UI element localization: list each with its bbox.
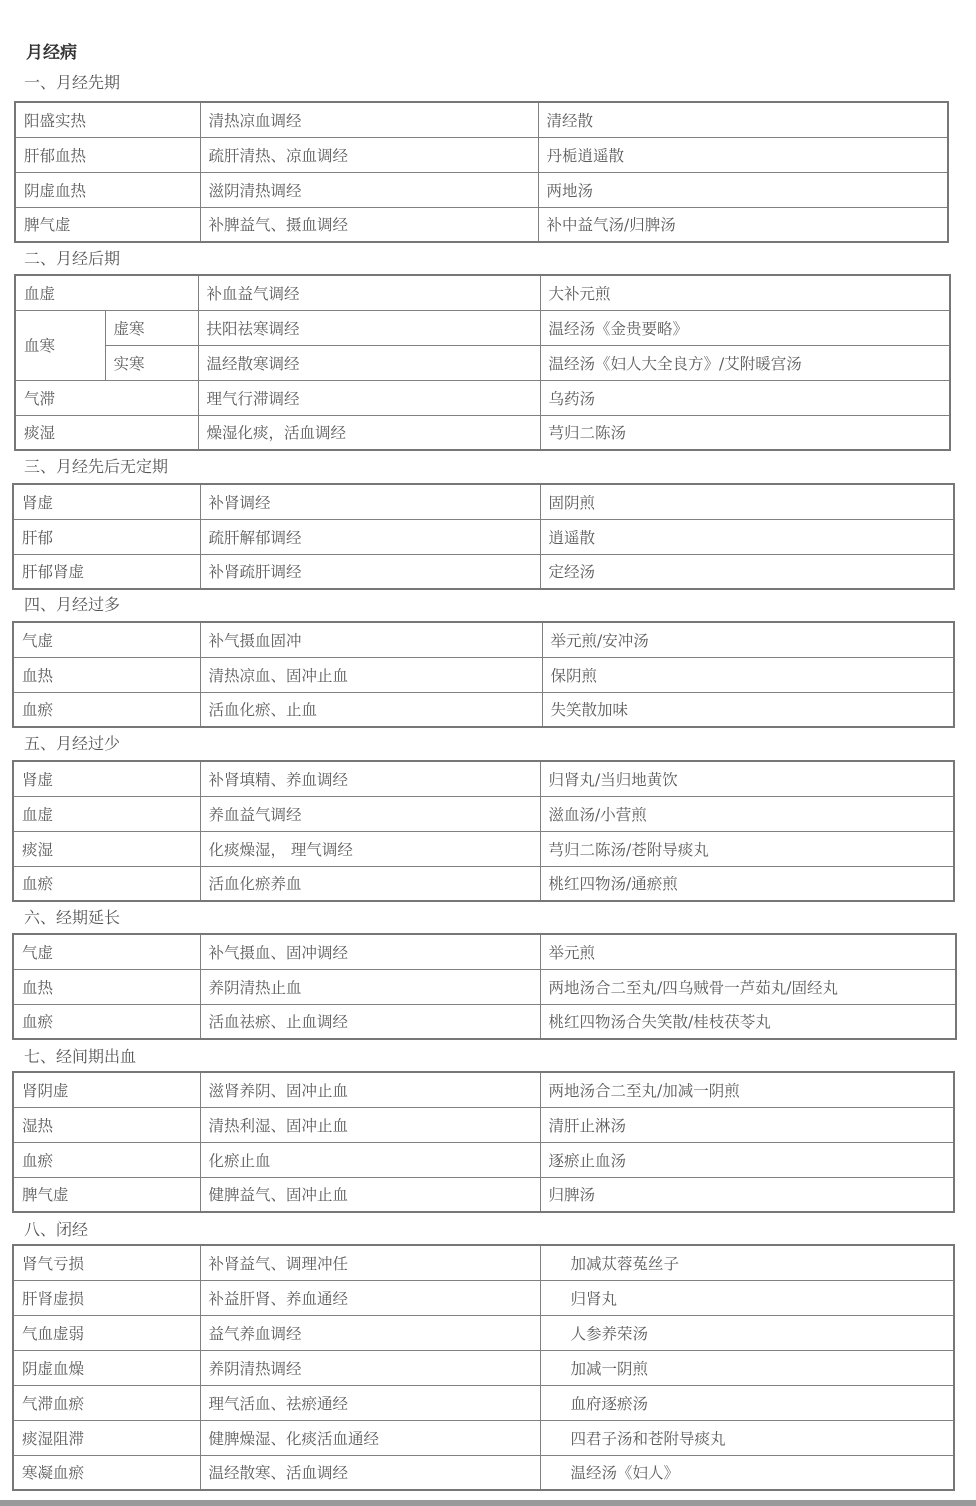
table-row	[13, 796, 954, 831]
table-row	[15, 137, 948, 172]
treatment-cell: 补脾益气、摄血调经	[200, 207, 538, 242]
syndrome-cell: 痰湿	[13, 831, 200, 866]
syndrome-cell: 肾阴虚	[13, 1072, 200, 1107]
syndrome-cell: 痰湿	[15, 415, 198, 450]
treatment-cell: 活血化瘀、止血	[200, 692, 542, 727]
treatment-cell: 理气活血、祛瘀通经	[200, 1385, 540, 1420]
table-section-6	[12, 933, 957, 1040]
formula-cell: 归肾丸/当归地黄饮	[540, 761, 954, 796]
table-row	[15, 345, 950, 380]
treatment-cell: 滋阴清热调经	[200, 172, 538, 207]
formula-cell: 失笑散加味	[542, 692, 954, 727]
table-row	[13, 554, 954, 589]
table-row	[15, 310, 950, 345]
table-row	[13, 831, 954, 866]
formula-cell: 桃红四物汤/通瘀煎	[540, 866, 954, 901]
table-section-1	[14, 101, 949, 243]
formula-cell: 举元煎/安冲汤	[542, 622, 954, 657]
table-row	[13, 1420, 954, 1455]
formula-cell: 两地汤合二至丸/四乌贼骨一芦茹丸/固经丸	[540, 969, 956, 1004]
subtype-cell: 虚寒	[105, 310, 198, 345]
section-heading-4: 四、月经过多	[24, 595, 121, 614]
syndrome-cell: 血热	[13, 657, 200, 692]
section-heading-5: 五、月经过少	[24, 734, 121, 753]
table-row	[13, 692, 954, 727]
treatment-cell: 健脾燥湿、化痰活血通经	[200, 1420, 540, 1455]
table-row	[13, 1107, 954, 1142]
formula-cell: 举元煎	[540, 934, 956, 969]
table-row	[13, 761, 954, 796]
treatment-cell: 疏肝解郁调经	[200, 519, 540, 554]
syndrome-cell: 气滞	[15, 380, 198, 415]
table-row	[15, 415, 950, 450]
table-row	[13, 622, 954, 657]
table-row	[13, 1350, 954, 1385]
formula-cell: 乌药汤	[540, 380, 950, 415]
table-row	[13, 1177, 954, 1212]
table-row	[13, 1004, 956, 1039]
treatment-cell: 理气行滞调经	[198, 380, 540, 415]
treatment-cell: 益气养血调经	[200, 1315, 540, 1350]
treatment-cell: 温经散寒调经	[198, 345, 540, 380]
subtype-cell: 实寒	[105, 345, 198, 380]
treatment-cell: 疏肝清热、凉血调经	[200, 137, 538, 172]
treatment-cell: 补肾填精、养血调经	[200, 761, 540, 796]
section-heading-6: 六、经期延长	[24, 908, 121, 927]
section-heading-3: 三、月经先后无定期	[24, 457, 169, 476]
section-heading-1: 一、月经先期	[24, 73, 121, 92]
treatment-cell: 养阴清热调经	[200, 1350, 540, 1385]
syndrome-cell: 寒凝血瘀	[13, 1455, 200, 1490]
formula-cell: 血府逐瘀汤	[540, 1385, 954, 1420]
treatment-cell: 清热凉血调经	[200, 102, 538, 137]
syndrome-cell: 气血虚弱	[13, 1315, 200, 1350]
treatment-cell: 补肾疏肝调经	[200, 554, 540, 589]
table-row	[15, 275, 950, 310]
formula-cell: 温经汤《妇人大全良方》/艾附暖宫汤	[540, 345, 950, 380]
formula-cell: 补中益气汤/归脾汤	[538, 207, 948, 242]
table-row	[13, 1245, 954, 1280]
treatment-cell: 养血益气调经	[200, 796, 540, 831]
formula-cell: 归脾汤	[540, 1177, 954, 1212]
table-section-5	[12, 760, 955, 902]
table-row	[13, 519, 954, 554]
table-row	[15, 172, 948, 207]
formula-cell: 滋血汤/小营煎	[540, 796, 954, 831]
treatment-cell: 活血祛瘀、止血调经	[200, 1004, 540, 1039]
document-title: 月经病	[26, 43, 77, 63]
formula-cell: 清肝止淋汤	[540, 1107, 954, 1142]
formula-cell: 丹栀逍遥散	[538, 137, 948, 172]
table-row	[15, 207, 948, 242]
table-row	[13, 934, 956, 969]
table-row	[15, 380, 950, 415]
treatment-cell: 扶阳祛寒调经	[198, 310, 540, 345]
treatment-cell: 清热凉血、固冲止血	[200, 657, 542, 692]
treatment-cell: 补益肝肾、养血通经	[200, 1280, 540, 1315]
section-heading-8: 八、闭经	[24, 1220, 89, 1239]
syndrome-cell: 气虚	[13, 622, 200, 657]
syndrome-cell: 气虚	[13, 934, 200, 969]
formula-cell: 温经汤《妇人》	[540, 1455, 954, 1490]
syndrome-cell: 血瘀	[13, 866, 200, 901]
syndrome-cell: 肾气亏损	[13, 1245, 200, 1280]
syndrome-cell: 血寒	[15, 310, 105, 380]
treatment-cell: 补气摄血、固冲调经	[200, 934, 540, 969]
syndrome-cell: 阴虚血燥	[13, 1350, 200, 1385]
formula-cell: 芎归二陈汤	[540, 415, 950, 450]
formula-cell: 芎归二陈汤/苍附导痰丸	[540, 831, 954, 866]
page-bottom-edge	[0, 1500, 976, 1506]
treatment-cell: 补肾调经	[200, 484, 540, 519]
treatment-cell: 健脾益气、固冲止血	[200, 1177, 540, 1212]
syndrome-cell: 肝郁肾虚	[13, 554, 200, 589]
treatment-cell: 清热利湿、固冲止血	[200, 1107, 540, 1142]
treatment-cell: 补肾益气、调理冲任	[200, 1245, 540, 1280]
formula-cell: 加减一阴煎	[540, 1350, 954, 1385]
treatment-cell: 活血化瘀养血	[200, 866, 540, 901]
table-row	[13, 1455, 954, 1490]
syndrome-cell: 血瘀	[13, 1142, 200, 1177]
syndrome-cell: 阳盛实热	[15, 102, 200, 137]
formula-cell: 大补元煎	[540, 275, 950, 310]
treatment-cell: 燥湿化痰，活血调经	[198, 415, 540, 450]
syndrome-cell: 阴虚血热	[15, 172, 200, 207]
treatment-cell: 补气摄血固冲	[200, 622, 542, 657]
treatment-cell: 补血益气调经	[198, 275, 540, 310]
formula-cell: 逐瘀止血汤	[540, 1142, 954, 1177]
formula-cell: 固阴煎	[540, 484, 954, 519]
syndrome-cell: 脾气虚	[15, 207, 200, 242]
treatment-cell: 温经散寒、活血调经	[200, 1455, 540, 1490]
formula-cell: 清经散	[538, 102, 948, 137]
formula-cell: 人参养荣汤	[540, 1315, 954, 1350]
syndrome-cell: 肾虚	[13, 761, 200, 796]
table-row	[15, 102, 948, 137]
table-row	[13, 1142, 954, 1177]
table-row	[13, 1072, 954, 1107]
formula-cell: 归肾丸	[540, 1280, 954, 1315]
syndrome-cell: 血虚	[15, 275, 198, 310]
table-section-4	[12, 621, 955, 728]
syndrome-cell: 血瘀	[13, 1004, 200, 1039]
table-row	[13, 1385, 954, 1420]
syndrome-cell: 血瘀	[13, 692, 200, 727]
treatment-cell: 滋肾养阴、固冲止血	[200, 1072, 540, 1107]
formula-cell: 两地汤合二至丸/加减一阴煎	[540, 1072, 954, 1107]
formula-cell: 保阴煎	[542, 657, 954, 692]
formula-cell: 加减苁蓉菟丝子	[540, 1245, 954, 1280]
syndrome-cell: 脾气虚	[13, 1177, 200, 1212]
syndrome-cell: 肾虚	[13, 484, 200, 519]
table-section-7	[12, 1071, 955, 1213]
section-heading-7: 七、经间期出血	[24, 1047, 137, 1066]
syndrome-cell: 血热	[13, 969, 200, 1004]
table-section-2	[14, 274, 951, 451]
formula-cell: 两地汤	[538, 172, 948, 207]
formula-cell: 四君子汤和苍附导痰丸	[540, 1420, 954, 1455]
table-section-3	[12, 483, 955, 590]
table-row	[13, 657, 954, 692]
table-section-8	[12, 1244, 955, 1491]
treatment-cell: 养阴清热止血	[200, 969, 540, 1004]
table-row	[13, 1315, 954, 1350]
table-row	[13, 484, 954, 519]
treatment-cell: 化瘀止血	[200, 1142, 540, 1177]
table-row	[13, 969, 956, 1004]
formula-cell: 定经汤	[540, 554, 954, 589]
syndrome-cell: 气滞血瘀	[13, 1385, 200, 1420]
syndrome-cell: 血虚	[13, 796, 200, 831]
formula-cell: 桃红四物汤合失笑散/桂枝茯苓丸	[540, 1004, 956, 1039]
section-heading-2: 二、月经后期	[24, 249, 121, 268]
table-row	[13, 1280, 954, 1315]
treatment-cell: 化痰燥湿， 理气调经	[200, 831, 540, 866]
syndrome-cell: 湿热	[13, 1107, 200, 1142]
table-row	[13, 866, 954, 901]
syndrome-cell: 痰湿阻滞	[13, 1420, 200, 1455]
syndrome-cell: 肝郁血热	[15, 137, 200, 172]
formula-cell: 逍遥散	[540, 519, 954, 554]
formula-cell: 温经汤《金贵要略》	[540, 310, 950, 345]
syndrome-cell: 肝郁	[13, 519, 200, 554]
syndrome-cell: 肝肾虚损	[13, 1280, 200, 1315]
